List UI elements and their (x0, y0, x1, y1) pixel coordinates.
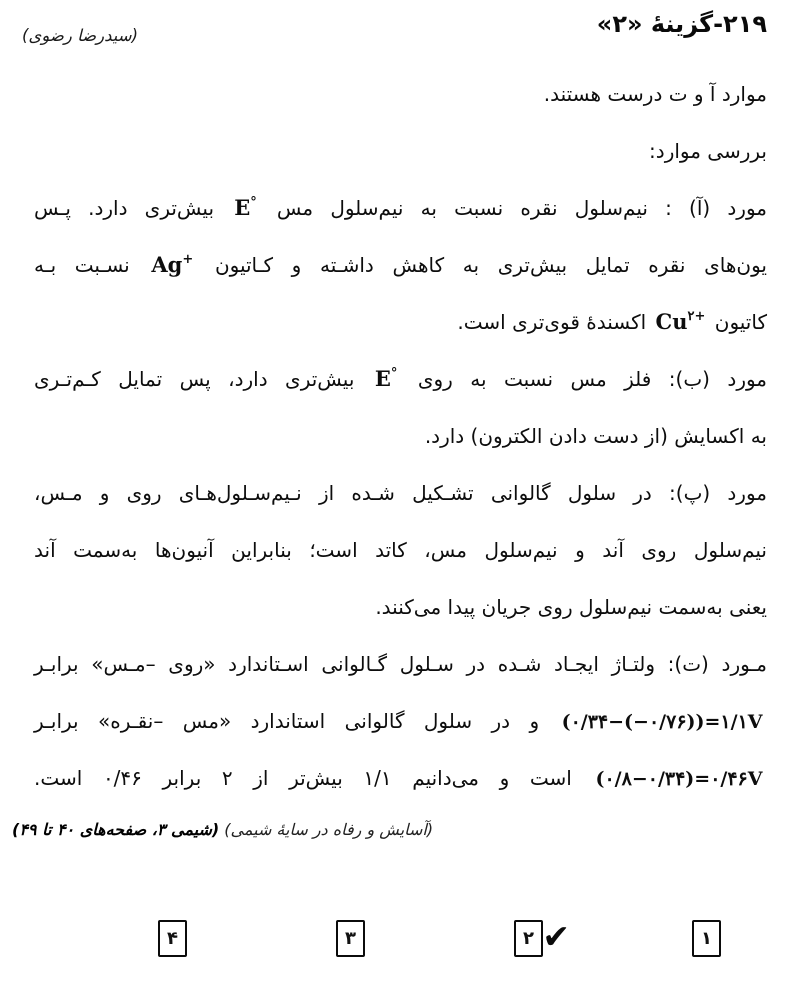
solution-line (34, 408, 767, 465)
silver-cation-formula: Ag+ (151, 252, 194, 277)
solution-line (34, 636, 767, 693)
solution-line (34, 465, 767, 522)
text-run: بیش‌تری دارد. پـس (34, 196, 215, 220)
checkmark-icon: ✔ (542, 917, 570, 956)
text-run: و در سلول گالوانی استاندارد «مس –نقـره» برابـر (34, 709, 540, 733)
text-run: کاتیون (714, 310, 767, 334)
copper-cation-formula: $Cu^{۲+}$ (655, 309, 706, 334)
text-run: است و می‌دانیم ۱/۱ بیش‌تر از ۲ برابر ۰/۴۶ است. (34, 766, 572, 790)
text-run: به اکسایش (از دست دادن الکترون) دارد. (424, 424, 767, 448)
solution-line (34, 66, 767, 123)
solution-text (0, 66, 797, 807)
text-run: بررسی موارد: (649, 139, 767, 163)
solution-line (34, 522, 767, 579)
question-title: ۲۱۹-گزینهٔ «۲» (596, 10, 767, 38)
copper-silver-cell-voltage-equation: (۰/۸−۰/۳۴)=۰/۴۶V (595, 768, 765, 790)
answer-option-number: ۳ (345, 928, 356, 949)
text-run: مورد (ب): فلز مس نسبت به روی (417, 367, 768, 391)
standard-potential-symbol: E° (374, 366, 398, 391)
text-run: نیم‌سلول روی آند و نیم‌سلول مس، کاتد است؛ بنابراین آنیون‌ها به‌سمت آند (34, 538, 767, 562)
text-run: اکسندهٔ قوی‌تری است. (457, 310, 647, 334)
solution-line (34, 237, 767, 294)
text-run: یون‌های نقره تمایل بیش‌تری به کاهش داشـته و کـاتیون (214, 253, 768, 277)
solution-line (34, 123, 767, 180)
text-run: مورد (آ) : نیم‌سلول نقره نسبت به نیم‌سلول مس (276, 196, 767, 220)
solution-line (34, 351, 767, 408)
solution-line (34, 693, 767, 750)
answer-option-3[interactable] (336, 920, 365, 957)
text-run: بیش‌تری دارد، پس تمایل کـم‌تـری (34, 367, 355, 391)
answer-option-2[interactable] (514, 917, 570, 957)
text-run: نسـبت بـه (34, 253, 130, 277)
solution-line (34, 579, 767, 636)
source-citation (0, 807, 797, 853)
solution-lines (34, 66, 767, 807)
source-page-reference: (شیمی ۳، صفحه‌های ۴۰ تا ۴۹) (12, 820, 220, 839)
author-credit: (سیدرضا رضوی) (22, 26, 139, 45)
solution-line (34, 294, 767, 351)
zinc-copper-cell-voltage-equation: (۰/۳۴−(−۰/۷۶))=۱/۱V (561, 711, 765, 733)
solution-line (34, 180, 767, 237)
text-run: موارد آ و ت درست هستند. (543, 82, 767, 106)
solution-line (34, 750, 767, 807)
answer-option-number: ۴ (167, 928, 178, 949)
text-run: یعنی به‌سمت نیم‌سلول روی جریان پیدا می‌کنند. (375, 595, 767, 619)
source-book-title: (آسایش و رفاه در سایهٔ شیمی) (224, 820, 434, 839)
answer-option-number: ۲ (523, 928, 534, 949)
page-header (0, 0, 797, 66)
text-run: مـورد (ت): ولتـاژ ایجـاد شـده در سـلول گـالوانی اسـتاندارد «روی –مـس» برابـر (34, 652, 767, 676)
standard-potential-symbol: E° (234, 195, 257, 220)
text-run: مورد (پ): در سلول گالوانی تشـکیل شـده از نـیم‌سـلول‌هـای روی و مـس، (34, 481, 767, 505)
answer-option-1[interactable] (692, 920, 721, 957)
answer-option-number: ۱ (701, 928, 712, 949)
answer-option-4[interactable] (158, 920, 187, 957)
answer-row (0, 917, 797, 964)
